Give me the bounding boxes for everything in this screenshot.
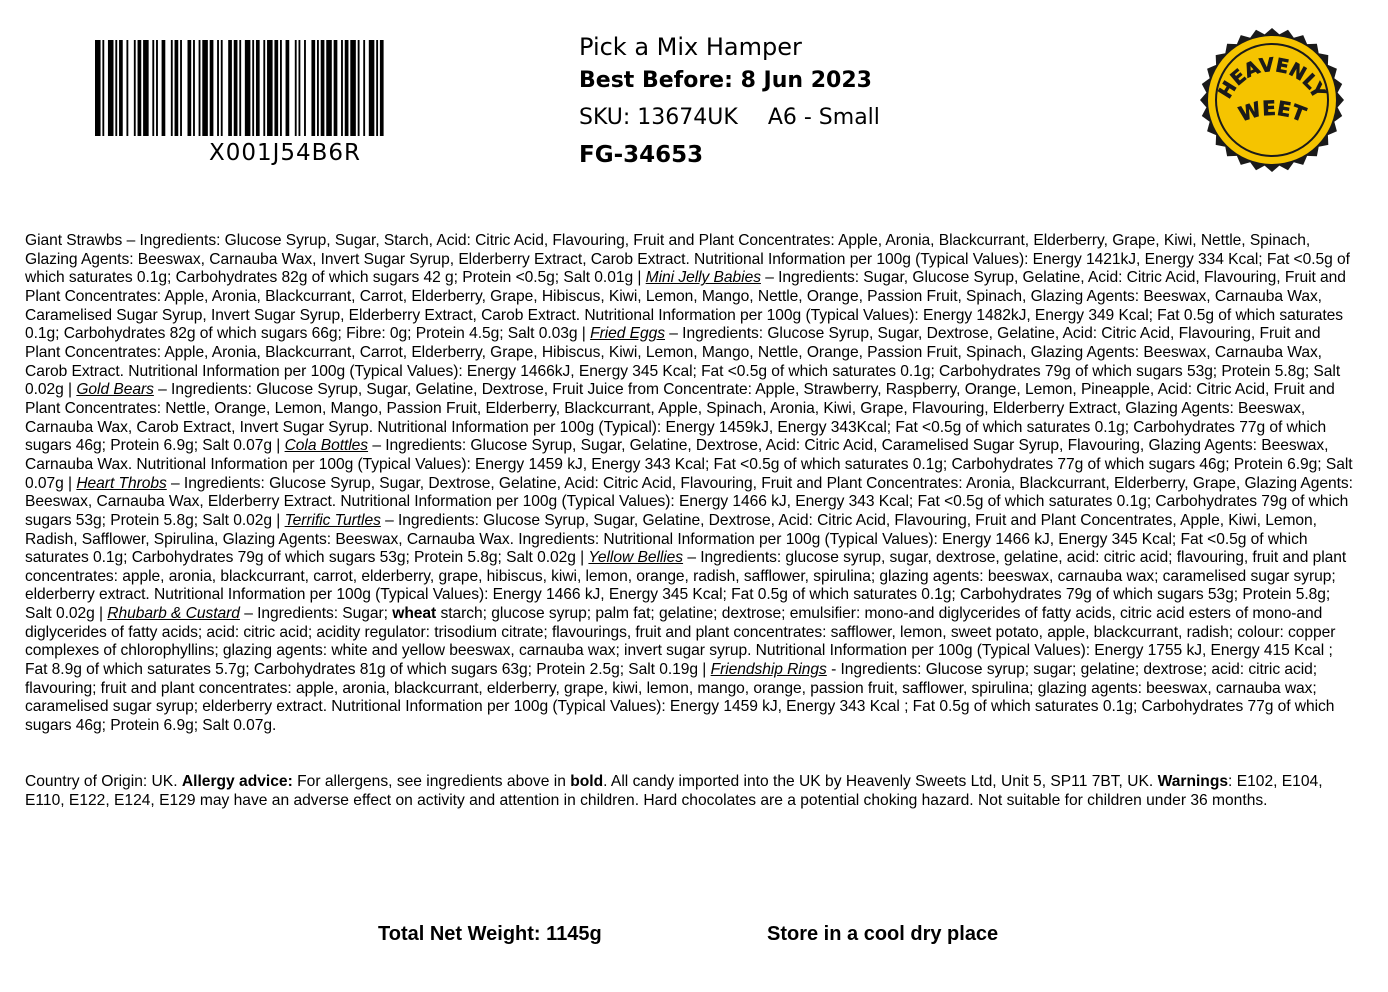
barcode-bar bbox=[299, 40, 301, 136]
net-weight: Total Net Weight: 1145g bbox=[378, 923, 602, 945]
allergy-bold-word: bold bbox=[570, 773, 604, 790]
barcode-bar bbox=[199, 40, 201, 136]
country-of-origin: Country of Origin: UK. bbox=[25, 773, 182, 790]
ingredient-text: Giant Strawbs – Ingredients: Glucose Syrup, Sugar, Starch, Acid: Citric Acid, Flavouring, Fruit and Plant Concentrates: Apple, Aronia, Blackcurrant, Elderberry, Grape, Kiwi, Nettle, Spinach, Glazing Agents: Beeswax, Carnauba Wax, Invert Sugar Syrup, Elderberry Extract, Carob Extract. Nutritional Information per 100g (Typical Values): Energy 1421kJ, Energy 334 Kcal; Fat <0.5g of which saturates 0.1g; Carbohydrates 82g of which sugars 42 g; Protein <0.5g; Salt 0.01g | bbox=[25, 232, 1350, 287]
barcode-bar bbox=[380, 40, 384, 136]
barcode-bar bbox=[311, 40, 315, 136]
barcode-bar bbox=[188, 40, 192, 136]
warnings-label: Warnings bbox=[1157, 773, 1229, 790]
storage-instructions: Store in a cool dry place bbox=[767, 923, 999, 945]
barcode-bar bbox=[217, 40, 219, 136]
barcode-bar bbox=[162, 40, 166, 136]
barcode-bar bbox=[345, 40, 349, 136]
barcode-bar bbox=[156, 40, 158, 136]
fg-code: FG-34653 bbox=[579, 142, 704, 168]
sku-line bbox=[579, 98, 880, 138]
barcode bbox=[90, 40, 480, 166]
ingredient-text: – Ingredients: glucose syrup, sugar, dextrose, gelatine, acid: citric acid; flavouring, fruit and plant concentrates: apple, aronia, blackcurrant, carrot, elderberry, grape, hibiscus, kiwi, lemon, orange, radish, safflower, spirulina; glazing agents: beeswax, carnauba wax; caramelised sugar syrup; elderberry extract. Nutritional Information per 100g (Typical Values): Energy 1466 kJ, Energy 345 Kcal; Fat 0.5g of which saturates 0.1g; Carbohydrates 79g of which sugars 53g; Protein 5.8g; Salt 0.02g | bbox=[25, 549, 1347, 623]
allergy-label: Allergy advice: bbox=[181, 773, 293, 790]
ingredient-text: – Ingredients: Glucose Syrup, Sugar, Dextrose, Gelatine, Acid: Citric Acid, Flavouring, Fruit and Plant Concentrates: Aronia, Blackcurrant, Elderberry, Grape, Glazing Agents: Beeswax, Carnauba Wax, Elderberry Extract. Nutritional Information per 100g (Typical Values): Energy 1466 kJ, Energy 343 Kcal; Fat <0.5g of which saturates 0.1g; Carbohydrates 79g of which sugars 53g; Protein 5.8g; Salt 0.02g | bbox=[25, 474, 1353, 529]
svg-text:HEAVENLY: HEAVENLY bbox=[1214, 53, 1330, 103]
barcode-number: X001J54B6R bbox=[208, 140, 362, 166]
product-name-link: Heart Throbs bbox=[76, 474, 167, 492]
product-name-link: Gold Bears bbox=[76, 381, 154, 399]
barcode-bar bbox=[119, 40, 123, 136]
allergy-text: For allergens, see ingredients above in bbox=[292, 773, 571, 790]
barcode-bar bbox=[358, 40, 360, 136]
barcode-bar bbox=[317, 40, 319, 136]
barcode-bar bbox=[102, 40, 104, 136]
barcode-bar bbox=[108, 40, 114, 136]
barcode-bar bbox=[267, 40, 273, 136]
product-name-link: Rhubarb & Custard bbox=[107, 605, 240, 623]
barcode-bar bbox=[115, 40, 117, 136]
barcode-bar bbox=[126, 40, 128, 136]
barcode-bar bbox=[280, 40, 282, 136]
logo-seal-icon bbox=[1198, 26, 1346, 174]
allergen-bold: wheat bbox=[392, 605, 437, 623]
barcode-bar bbox=[143, 40, 149, 136]
barcode-bar bbox=[234, 40, 238, 136]
product-name-link: Mini Jelly Babies bbox=[645, 269, 761, 287]
product-name-link: Friendship Rings bbox=[710, 661, 827, 679]
product-name-link: Terrific Turtles bbox=[284, 511, 381, 529]
barcode-bar bbox=[221, 40, 223, 136]
ingredient-text: starch; glucose syrup; palm fat; gelatine; dextrose; emulsifier: mono-and diglycerides of fatty acids, citric acid esters of mono-and diglycerides of fatty acids; acid: citric acid; acidity regulator: trisodium citrate; flavourings, fruit and plant concentrates: safflower, lemon, sweet potato, apple, blackcurrant, radish; colour: copper complexes of chlorophyllins; glazing agents: white and yellow beeswax, carnauba wax; invert sugar syrup. Nutritional Information per 100g (Typical Values): Energy 1755 kJ, Energy 415 Kcal ; Fat 8.9g of which saturates 5.7g; Carbohydrates 81g of which sugars 63g; Protein 2.5g; Salt 0.19g | bbox=[25, 605, 1336, 679]
origin-allergy-warnings bbox=[25, 773, 1355, 810]
barcode-bar bbox=[263, 40, 265, 136]
barcode-bar bbox=[341, 40, 343, 136]
barcode-bar bbox=[321, 40, 325, 136]
product-header bbox=[579, 30, 880, 172]
barcode-bar bbox=[134, 40, 136, 136]
heavenly-sweets-logo bbox=[1198, 26, 1346, 174]
ingredient-text: - Ingredients: Glucose syrup; sugar; gelatine; dextrose; acid: citric acid; flavouring; fruit and plant concentrates: apple, aronia, blackcurrant, elderberry, grape, kiwi, lemon, mango, orange, passion fruit, safflower, spirulina; glazing agents: beeswax, carnauba wax; caramelised sugar syrup; elderberry extract. Nutritional Information per 100g (Typical Values): Energy 1459 kJ, Energy 343 Kcal ; Fat 0.5g of which saturates 0.1g; Carbohydrates 77g of which sugars 46g; Protein 6.9g; Salt 0.07g. bbox=[25, 661, 1335, 735]
barcode-bar bbox=[193, 40, 195, 136]
ingredient-text: – Ingredients: Glucose Syrup, Sugar, Gelatine, Dextrose, Acid: Citric Acid, Flavouring, Fruit and Plant Concentrates, Apple, Kiwi, Lemon, Radish, Safflower, Spirulina, Glazing Agents: Beeswax, Carnauba Wax. Ingredients: Nutritional Information per 100g (Typical Values): Energy 1466 kJ, Energy 345 Kcal; Fat <0.5g of which saturates 0.1g; Carbohydrates 79g of which sugars 53g; Protein 5.8g; Salt 0.02g | bbox=[25, 511, 1317, 567]
product-name: Pick a Mix Hamper bbox=[579, 33, 802, 61]
barcode-bar bbox=[152, 40, 154, 136]
sku: SKU: 13674UK bbox=[579, 105, 738, 130]
barcode-bar bbox=[350, 40, 356, 136]
barcode-bar bbox=[252, 40, 254, 136]
barcode-bar bbox=[138, 40, 142, 136]
ingredients-text bbox=[25, 232, 1355, 736]
barcode-bars bbox=[90, 40, 480, 136]
ingredient-text: – Ingredients: Sugar; bbox=[239, 605, 393, 623]
barcode-bar bbox=[295, 40, 297, 136]
barcode-bar bbox=[274, 40, 278, 136]
svg-text:SWEETS: WEET bbox=[1235, 95, 1310, 127]
barcode-bar bbox=[286, 40, 290, 136]
barcode-bar bbox=[175, 40, 179, 136]
barcode-bar bbox=[239, 40, 241, 136]
ingredient-text: – Ingredients: Sugar, Glucose Syrup, Gelatine, Acid: Citric Acid, Flavouring, Fruit and Plant Concentrates: Apple, Aronia, Blackcurrant, Carrot, Elderberry, Grape, Hibiscus, Kiwi, Lemon, Mango, Nettle, Orange, Passion Fruit, Spinach, Glazing Agents: Beeswax, Carnauba Wax, Caramelised Sugar Syrup, Invert Sugar Syrup, Elderberry Extract, Carob Extract. Nutritional Information per 100g (Typical Values): Energy 1482kJ, Energy 349 Kcal; Fat 0.5g of which saturates 0.1g; Carbohydrates 82g of which sugars 66g; Fibre: 0g; Protein 4.5g; Salt 0.03g | bbox=[25, 269, 1346, 343]
ingredient-text: – Ingredients: Glucose Syrup, Sugar, Dextrose, Gelatine, Acid: Citric Acid, Flavouring, Fruit and Plant Concentrates: Apple, Aronia, Blackcurrant, Carrot, Elderberry, Grape, Hibiscus, Kiwi, Lemon, Mango, Nettle, Orange, Passion Fruit, Spinach, Glazing Agents: Beeswax, Carnauba Wax, Carob Extract. Nutritional Information per 100g (Typical Values): Energy 1466kJ, Energy 345 Kcal; Fat <0.5g of which saturates 0.1g; Carbohydrates 79g of which sugars 53g; Protein 5.8g; Salt 0.02g | bbox=[25, 325, 1341, 399]
product-name-link: Yellow Bellies bbox=[588, 549, 684, 567]
barcode-bar bbox=[180, 40, 182, 136]
ingredient-text: – Ingredients: Glucose Syrup, Sugar, Gelatine, Dextrose, Fruit Juice from Concentrate: Apple, Strawberry, Raspberry, Orange, Lemon, Pineapple, Acid: Citric Acid, Fruit and Plant Concentrates: Nettle, Orange, Lemon, Mango, Passion Fruit, Elderberry, Blackcurrant, Apple, Spinach, Aronia, Kiwi, Grape, Flavouring, Elderberry Extract, Glazing Agents: Beeswax, Carnauba Wax, Carob Extract, Invert Sugar Syrup. Nutritional Information per 100g (Typical): Energy 1459kJ, Energy 343Kcal; Fat <0.5g of which saturates 0.1g; Carbohydrates 77g of which sugars 46g; Protein 6.9g; Salt 0.07g | bbox=[25, 381, 1335, 455]
barcode-bar bbox=[376, 40, 378, 136]
best-before-date: Best Before: 8 Jun 2023 bbox=[579, 68, 872, 93]
barcode-bar bbox=[304, 40, 306, 136]
product-name-link: Cola Bottles bbox=[284, 437, 369, 455]
label-size: A6 - Small bbox=[767, 105, 880, 130]
barcode-bar bbox=[95, 40, 101, 136]
barcode-bar bbox=[202, 40, 208, 136]
barcode-bar bbox=[245, 40, 251, 136]
barcode-bar bbox=[363, 40, 365, 136]
barcode-bar bbox=[171, 40, 173, 136]
barcode-bar bbox=[369, 40, 375, 136]
import-text: . All candy imported into the UK by Heavenly Sweets Ltd, Unit 5, SP11 7BT, UK. bbox=[603, 773, 1158, 790]
warnings-text: : E102, E104, E110, E122, E124, E129 may have an adverse effect on activity and attention in children. Hard chocolates are a potential choking hazard. Not suitable for children under 36 months. bbox=[25, 773, 1323, 809]
barcode-bar bbox=[228, 40, 232, 136]
product-name-link: Fried Eggs bbox=[590, 325, 665, 343]
barcode-bar bbox=[326, 40, 332, 136]
ingredient-text: – Ingredients: Glucose Syrup, Sugar, Gelatine, Dextrose, Acid: Citric Acid, Caramelised Sugar Syrup, Flavouring, Glazing Agents: Beeswax, Carnauba Wax. Nutritional Information per 100g (Typical Values): Energy 1459 kJ, Energy 343 Kcal; Fat <0.5g of which saturates 0.1g; Carbohydrates 77g of which sugars 46g; Protein 6.9g; Salt 0.07g | bbox=[25, 437, 1353, 492]
barcode-bar bbox=[334, 40, 338, 136]
barcode-bar bbox=[210, 40, 214, 136]
barcode-bar bbox=[256, 40, 260, 136]
